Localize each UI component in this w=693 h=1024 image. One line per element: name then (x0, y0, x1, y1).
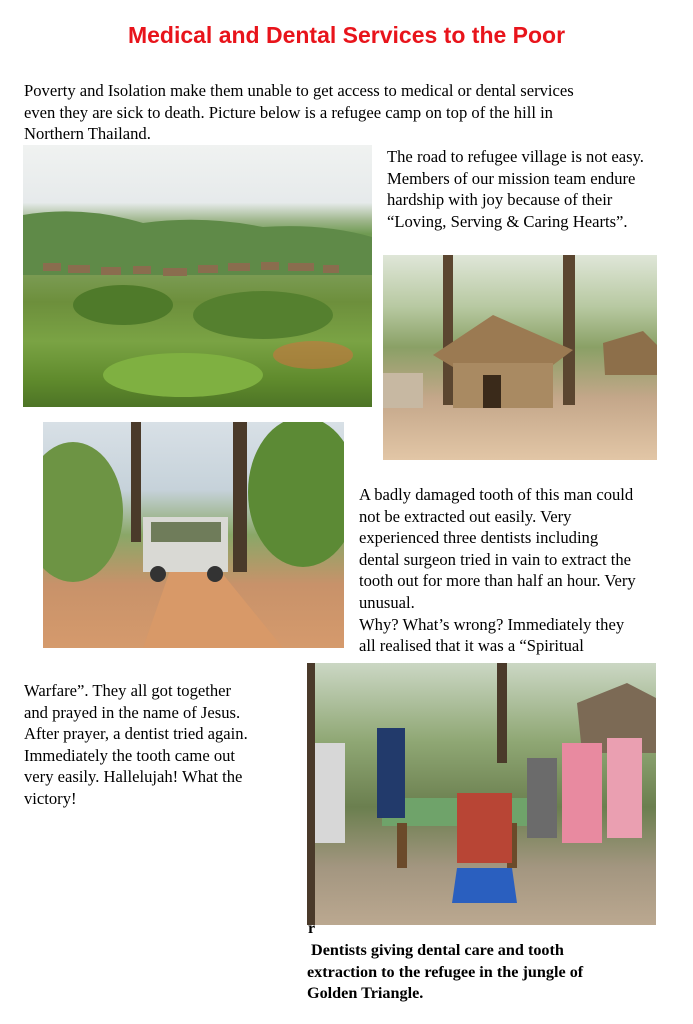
stray-letter: r (308, 920, 316, 937)
road-line: The road to refugee village is not easy. (387, 147, 644, 166)
prayer-paragraph (24, 680, 299, 810)
tooth-line: all realised that it was a “Spiritual (359, 636, 584, 656)
prayer-line: victory! (24, 788, 77, 808)
prayer-line: very easily. Hallelujah! What the (24, 767, 243, 787)
thatched-hut-photo (383, 255, 657, 460)
intro-line: Poverty and Isolation make them unable to get access to medical or dental services (24, 81, 574, 100)
page-title: Medical and Dental Services to the Poor (127, 22, 566, 48)
pickup-road-photo (43, 422, 344, 648)
tooth-line: dental surgeon tried in vain to extract the (359, 549, 632, 569)
road-line: hardship with joy because of their (387, 190, 613, 210)
tooth-line: not be extracted out easily. Very (359, 506, 572, 526)
prayer-line: Immediately the tooth came out (24, 745, 236, 765)
intro-line: even they are sick to death. Picture below is a refugee camp on top of the hill in (24, 102, 553, 122)
tooth-line: experienced three dentists including (359, 528, 599, 548)
prayer-line: and prayed in the name of Jesus. (24, 702, 241, 722)
caption-line: Dentists giving dental care and tooth (307, 941, 564, 959)
road-paragraph (387, 146, 687, 232)
tooth-line: unusual. (359, 592, 415, 612)
prayer-line: After prayer, a dentist tried again. (24, 724, 248, 744)
intro-line: Northern Thailand. (24, 124, 151, 144)
village-hill-photo (23, 145, 372, 407)
dental-camp-photo (307, 663, 656, 925)
tooth-paragraph (359, 484, 689, 657)
tooth-line: tooth out for more than half an hour. Very (359, 571, 636, 591)
road-line: Members of our mission team endure (387, 168, 636, 188)
intro-paragraph (24, 80, 684, 145)
tooth-line: Why? What’s wrong? Immediately they (359, 614, 625, 634)
tooth-line: A badly damaged tooth of this man could (359, 485, 634, 504)
photo-caption (307, 940, 687, 1005)
caption-line: extraction to the refugee in the jungle of (307, 962, 584, 981)
prayer-line: Warfare”. They all got together (24, 681, 232, 700)
caption-line: Golden Triangle. (307, 984, 424, 1002)
road-line: “Loving, Serving & Caring Hearts”. (387, 211, 628, 231)
